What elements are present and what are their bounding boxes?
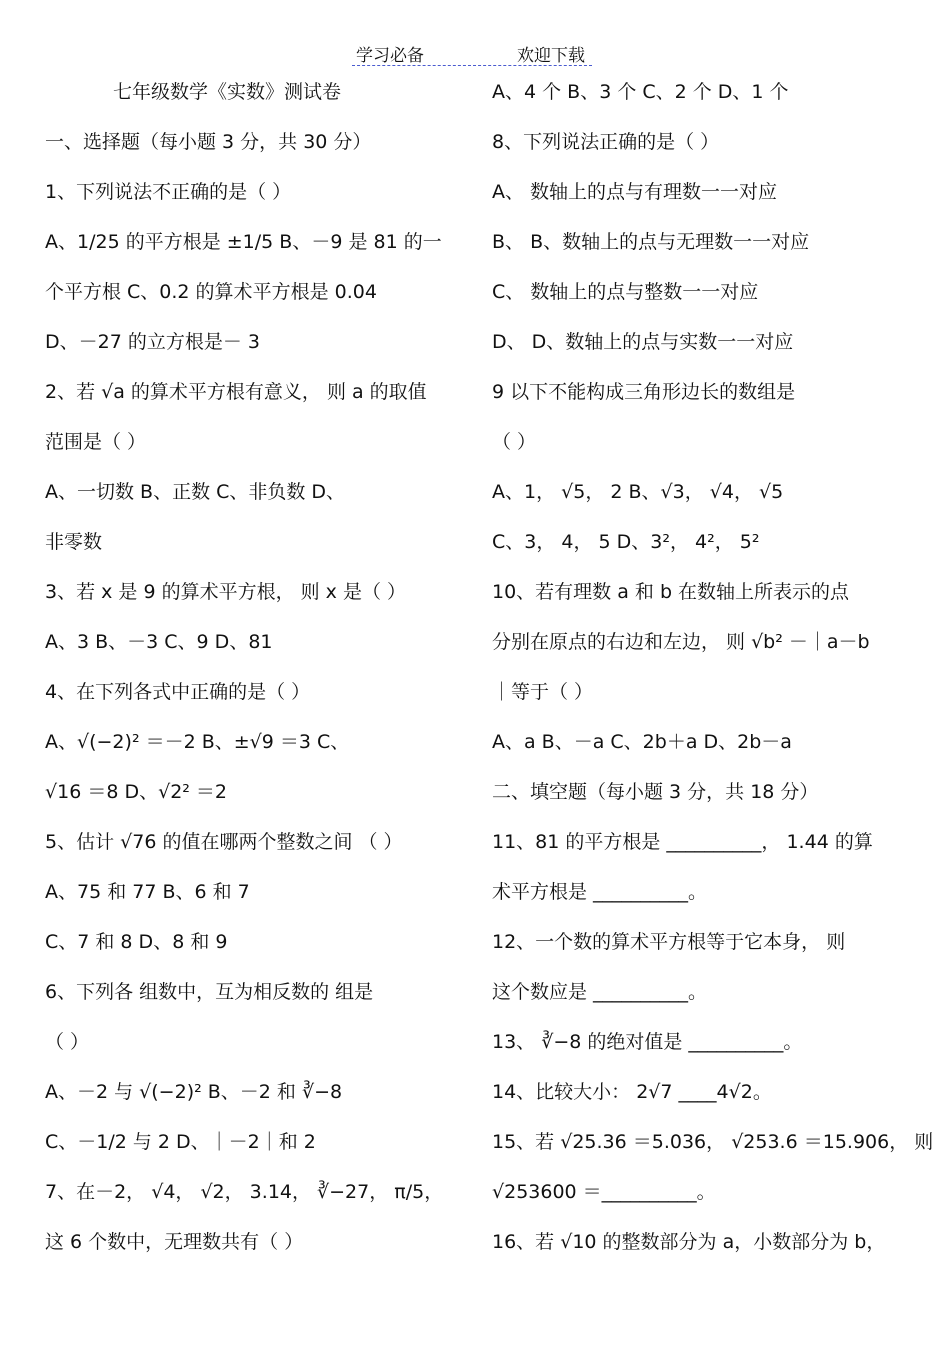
question-line: C、3， 4， 5 D、3²， 4²， 5² (492, 531, 760, 553)
question-line: D、－27 的立方根是－ 3 (45, 331, 260, 353)
question-line: A、√(−2)² ＝－2 B、±√9 ＝3 C、 (45, 731, 350, 753)
question-line: A、一切数 B、正数 C、非负数 D、 (45, 481, 346, 503)
question-line: 12、一个数的算术平方根等于它本身， 则 (492, 931, 846, 953)
question-line: 16、若 √10 的整数部分为 a，小数部分为 b， (492, 1231, 886, 1253)
question-line: （ ） (492, 431, 537, 453)
question-line: 11、81 的平方根是 __________， 1.44 的算 (492, 831, 873, 853)
question-line: ｜等于（ ） (492, 681, 594, 703)
page-header (352, 41, 592, 66)
question-line: 个平方根 C、0.2 的算术平方根是 0.04 (45, 281, 377, 303)
right-column (492, 78, 934, 1278)
question-line: A、 数轴上的点与有理数一一对应 (492, 181, 778, 203)
question-line: 9 以下不能构成三角形边长的数组是 (492, 381, 796, 403)
question-line: A、4 个 B、3 个 C、2 个 D、1 个 (492, 81, 789, 103)
question-line: 5、估计 √76 的值在哪两个整数之间 （ ） (45, 831, 403, 853)
section-heading: 二、填空题（每小题 3 分，共 18 分） (492, 781, 819, 803)
question-line: D、 D、数轴上的点与实数一一对应 (492, 331, 794, 353)
question-line: 非零数 (45, 531, 103, 553)
question-line: √253600 ＝__________。 (492, 1181, 716, 1203)
question-line: 1、下列说法不正确的是（ ） (45, 181, 292, 203)
question-line: 8、下列说法正确的是（ ） (492, 131, 720, 153)
left-column (45, 78, 465, 1278)
question-line: A、1/25 的平方根是 ±1/5 B、－9 是 81 的一 (45, 231, 442, 253)
question-line: 7、在－2， √4， √2， 3.14， ∛−27， π/5， (45, 1181, 444, 1203)
question-line: 范围是（ ） (45, 431, 147, 453)
question-line: 分别在原点的右边和左边， 则 √b² －｜a－b (492, 631, 870, 653)
question-line: A、75 和 77 B、6 和 7 (45, 881, 250, 903)
question-line: A、3 B、－3 C、9 D、81 (45, 631, 273, 653)
question-line: 这个数应是 __________。 (492, 981, 708, 1003)
question-line: C、7 和 8 D、8 和 9 (45, 931, 228, 953)
question-line: 13、 ∛−8 的绝对值是 __________。 (492, 1031, 803, 1053)
question-line: 10、若有理数 a 和 b 在数轴上所表示的点 (492, 581, 850, 603)
question-line: C、－1/2 与 2 D、｜－2｜和 2 (45, 1131, 316, 1153)
question-line: B、 B、数轴上的点与无理数一一对应 (492, 231, 810, 253)
question-line: 15、若 √25.36 ＝5.036， √253.6 ＝15.906， 则 (492, 1131, 934, 1153)
section-heading: 一、选择题（每小题 3 分，共 30 分） (45, 131, 372, 153)
question-line: A、a B、－a C、2b＋a D、2b－a (492, 731, 792, 753)
question-line: 2、若 √a 的算术平方根有意义， 则 a 的取值 (45, 381, 427, 403)
question-line: （ ） (45, 1031, 90, 1053)
question-line: 14、比较大小： 2√7 ____4√2。 (492, 1081, 772, 1103)
header-right-text: 欢迎下载 (517, 46, 585, 66)
question-line: 6、下列各 组数中，互为相反数的 组是 (45, 981, 374, 1003)
question-line: √16 ＝8 D、√2² ＝2 (45, 781, 228, 803)
question-line: C、 数轴上的点与整数一一对应 (492, 281, 759, 303)
question-line: A、－2 与 √(−2)² B、－2 和 ∛−8 (45, 1081, 343, 1103)
question-line: A、1， √5， 2 B、√3， √4， √5 (492, 481, 784, 503)
question-line: 3、若 x 是 9 的算术平方根， 则 x 是（ ） (45, 581, 406, 603)
header-left-text: 学习必备 (356, 46, 424, 66)
question-line: 这 6 个数中，无理数共有（ ） (45, 1231, 304, 1253)
question-line: 术平方根是 __________。 (492, 881, 708, 903)
question-line: 4、在下列各式中正确的是（ ） (45, 681, 311, 703)
exam-title: 七年级数学《实数》测试卷 (113, 81, 342, 103)
